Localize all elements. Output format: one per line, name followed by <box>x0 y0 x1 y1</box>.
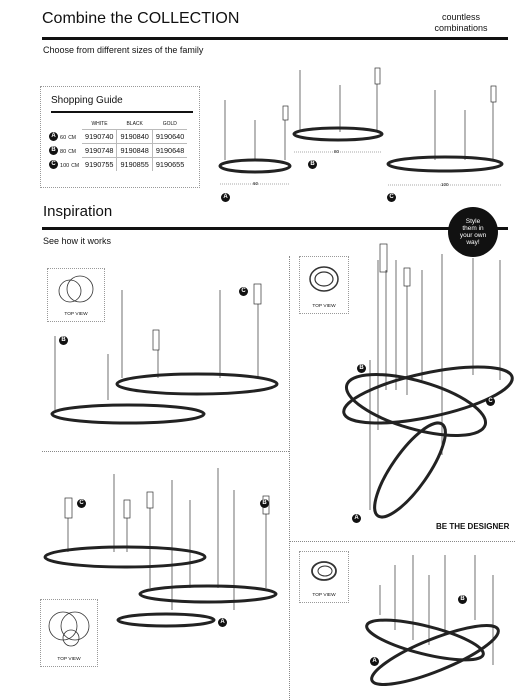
badge-a: A <box>370 657 379 666</box>
size-value: 60 <box>60 134 67 141</box>
top-view-label: TOP VIEW <box>57 657 81 662</box>
badge-b: B <box>260 499 269 508</box>
shopping-guide-title: Shopping Guide <box>51 95 123 106</box>
top-view-box <box>299 551 349 603</box>
size-unit: CM <box>68 148 76 155</box>
top-view-label: TOP VIEW <box>312 304 336 309</box>
inspiration-rule <box>42 227 508 230</box>
tagline-line-1: countless <box>441 12 481 22</box>
style-bubble: Style them in your own way! <box>448 207 498 257</box>
badge-c: C <box>387 193 396 202</box>
code-cell: 9190640 <box>152 130 187 144</box>
top-view-diagram <box>300 552 348 590</box>
table-row <box>46 144 187 158</box>
lamp-b-drawing <box>294 68 382 152</box>
badge-c: C <box>77 499 86 508</box>
badge-c: C <box>486 397 495 406</box>
tagline-line-2: combinations <box>434 23 488 33</box>
shopping-guide-rule <box>51 111 193 113</box>
code-cell: 9190755 <box>82 158 117 172</box>
dimension-a: 60 <box>253 181 259 186</box>
section-title-inspiration: Inspiration <box>43 203 113 220</box>
badge-b: B <box>357 364 366 373</box>
badge-a: A <box>221 193 230 202</box>
table-row <box>46 130 187 144</box>
badge-b: B <box>308 160 317 169</box>
badge-b: B <box>59 336 68 345</box>
code-cell: 9190855 <box>117 158 152 172</box>
badge-b: B <box>458 595 467 604</box>
col-gold: GOLD <box>162 121 177 127</box>
top-view-label: TOP VIEW <box>312 593 336 598</box>
badge-a: A <box>49 132 58 141</box>
dimension-b: 80 <box>334 149 340 154</box>
badge-c: C <box>49 160 58 169</box>
code-cell: 9190740 <box>82 130 117 144</box>
lamp-c-drawing <box>388 86 502 185</box>
badge-c: C <box>239 287 248 296</box>
code-cell: 9190840 <box>117 130 152 144</box>
size-value: 100 <box>60 162 70 169</box>
size-unit: CM <box>71 162 80 169</box>
code-cell: 9190848 <box>117 144 152 158</box>
size-unit: CM <box>68 134 76 141</box>
shopping-guide <box>40 86 200 188</box>
header-rule <box>42 37 508 40</box>
code-cell: 9190655 <box>152 158 187 172</box>
combination-1-illustration <box>40 280 290 440</box>
combination-4-illustration <box>355 545 515 700</box>
code-cell: 9190748 <box>82 144 117 158</box>
combination-3-illustration <box>330 240 515 530</box>
shopping-guide-table <box>46 119 187 171</box>
tagline <box>421 12 501 34</box>
size-value: 80 <box>60 148 67 155</box>
product-lineup-illustration <box>205 60 515 210</box>
badge-a: A <box>352 514 361 523</box>
dimension-c: 100 <box>441 182 449 187</box>
table-row <box>46 158 187 172</box>
page-title: Combine the COLLECTION <box>42 10 240 27</box>
lamp-a-drawing <box>220 100 290 184</box>
inspiration-subtitle: See how it works <box>43 236 112 246</box>
top-view-diagram <box>41 600 97 654</box>
badge-a: A <box>218 618 227 627</box>
divider-horizontal-left <box>42 451 289 452</box>
top-view-box <box>40 599 98 667</box>
be-the-designer: BE THE DESIGNER <box>436 522 510 531</box>
badge-b: B <box>49 146 58 155</box>
divider-horizontal-right <box>289 541 515 542</box>
col-white: WHITE <box>91 121 108 127</box>
top-view-label: TOP VIEW <box>64 312 88 317</box>
page-subtitle: Choose from different sizes of the family <box>43 45 204 55</box>
col-black: BLACK <box>126 121 143 127</box>
code-cell: 9190648 <box>152 144 187 158</box>
